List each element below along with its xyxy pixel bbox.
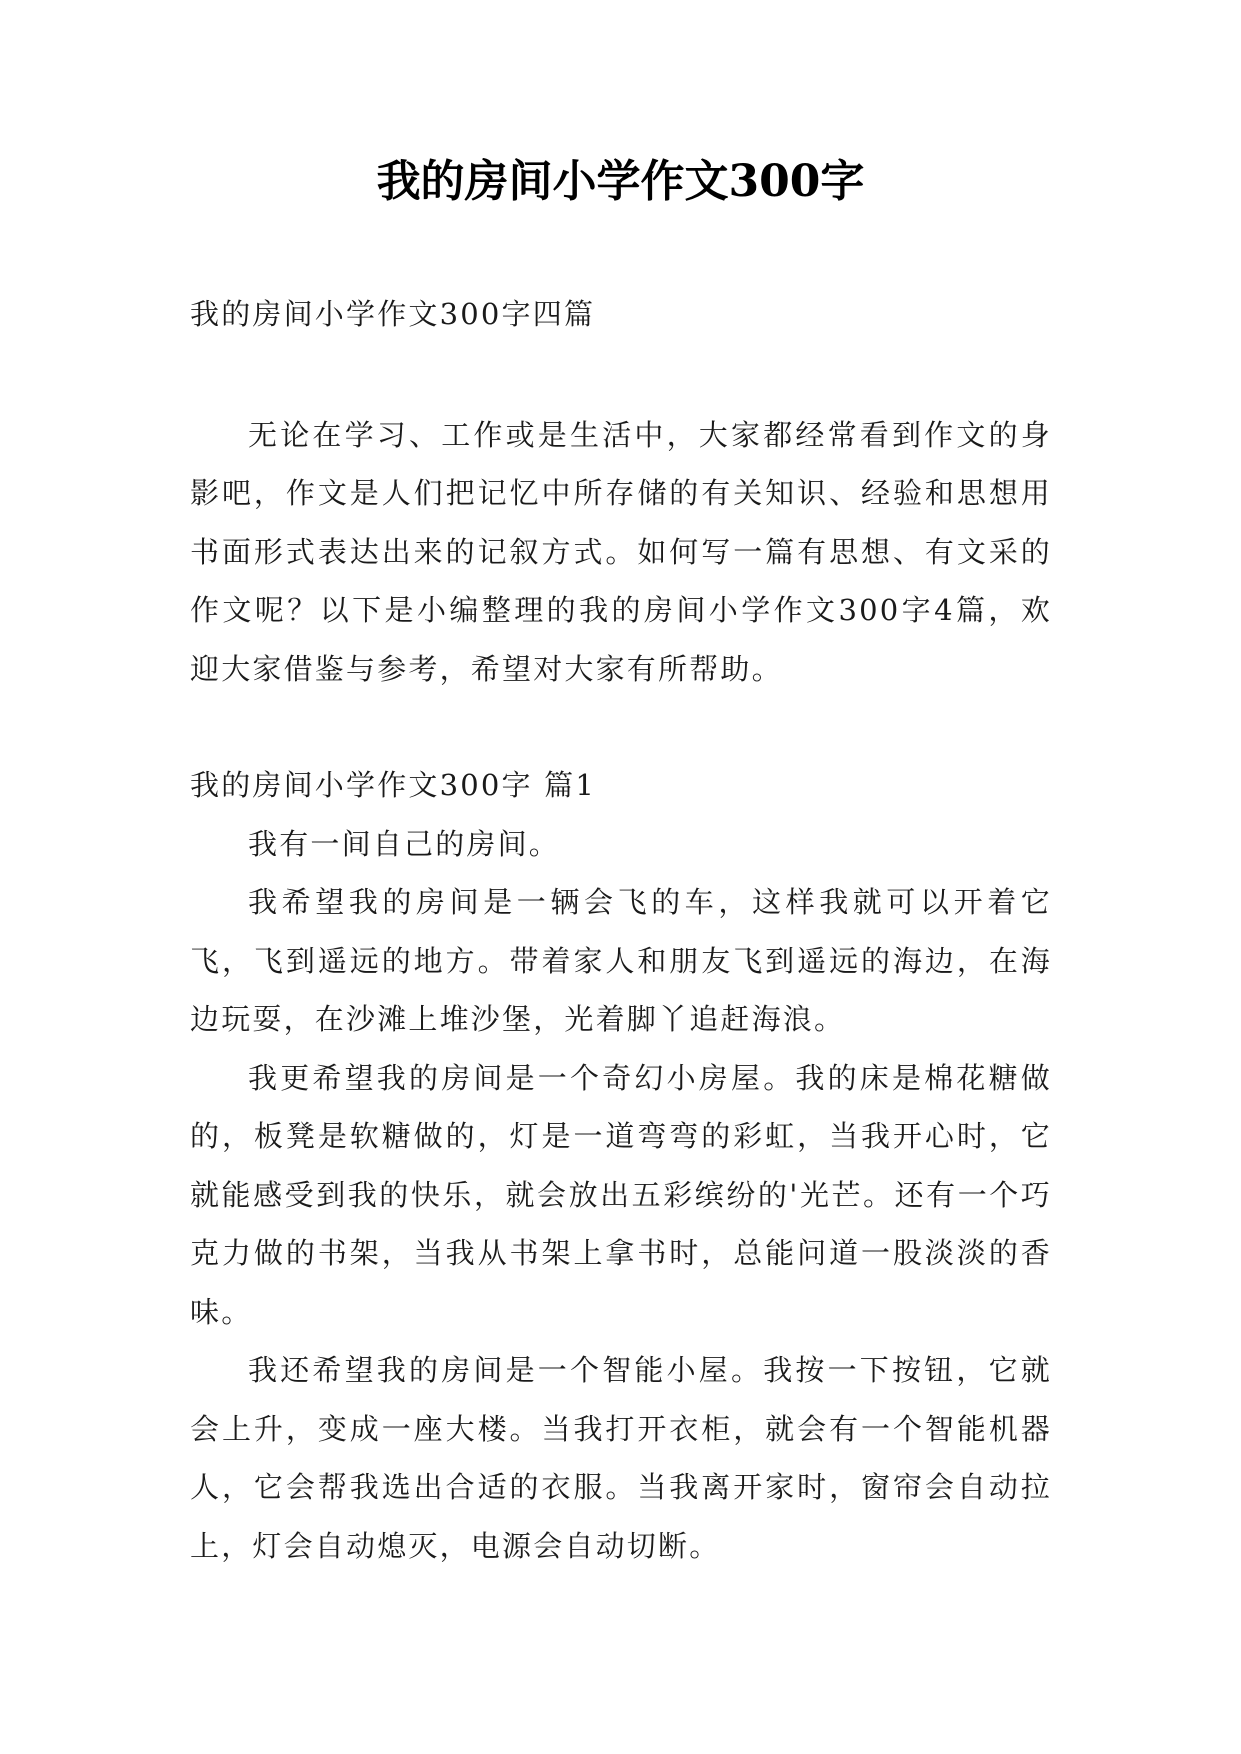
section-heading: 我的房间小学作文300字 篇1: [190, 768, 597, 802]
document-body: [190, 285, 1052, 1575]
intro-paragraph: 无论在学习、工作或是生活中，大家都经常看到作文的身影吧，作文是人们把记忆中所存储的有关知识、经验和思想用书面形式表达出来的记叙方式。如何写一篇有思想、有文采的作文呢？以下是小编整理的我的房间小学作文300字4篇，欢迎大家借鉴与参考，希望对大家有所帮助。: [190, 417, 1052, 686]
body-paragraph-1: 我有一间自己的房间。: [248, 826, 561, 861]
spacer: [190, 698, 1052, 756]
body-paragraph-2: 我希望我的房间是一辆会飞的车，这样我就可以开着它飞，飞到遥远的地方。带着家人和朋友飞到遥远的海边，在海边玩耍，在沙滩上堆沙堡，光着脚丫追赶海浪。: [190, 885, 1052, 1036]
spacer: [190, 344, 1052, 406]
document-subtitle: 我的房间小学作文300字四篇: [190, 297, 596, 331]
page-title: 我的房间小学作文300字: [376, 156, 865, 207]
body-paragraph-4: 我还希望我的房间是一个智能小屋。我按一下按钮，它就会上升，变成一座大楼。当我打开衣柜，就会有一个智能机器人，它会帮我选出合适的衣服。当我离开家时，窗帘会自动拉上，灯会自动熄灭，电源会自动切断。: [190, 1353, 1052, 1563]
body-paragraph-3: 我更希望我的房间是一个奇幻小房屋。我的床是棉花糖做的，板凳是软糖做的，灯是一道弯弯的彩虹，当我开心时，它就能感受到我的快乐，就会放出五彩缤纷的'光芒。还有一个巧克力做的书架，当我从书架上拿书时，总能问道一股淡淡的香味。: [190, 1060, 1052, 1329]
